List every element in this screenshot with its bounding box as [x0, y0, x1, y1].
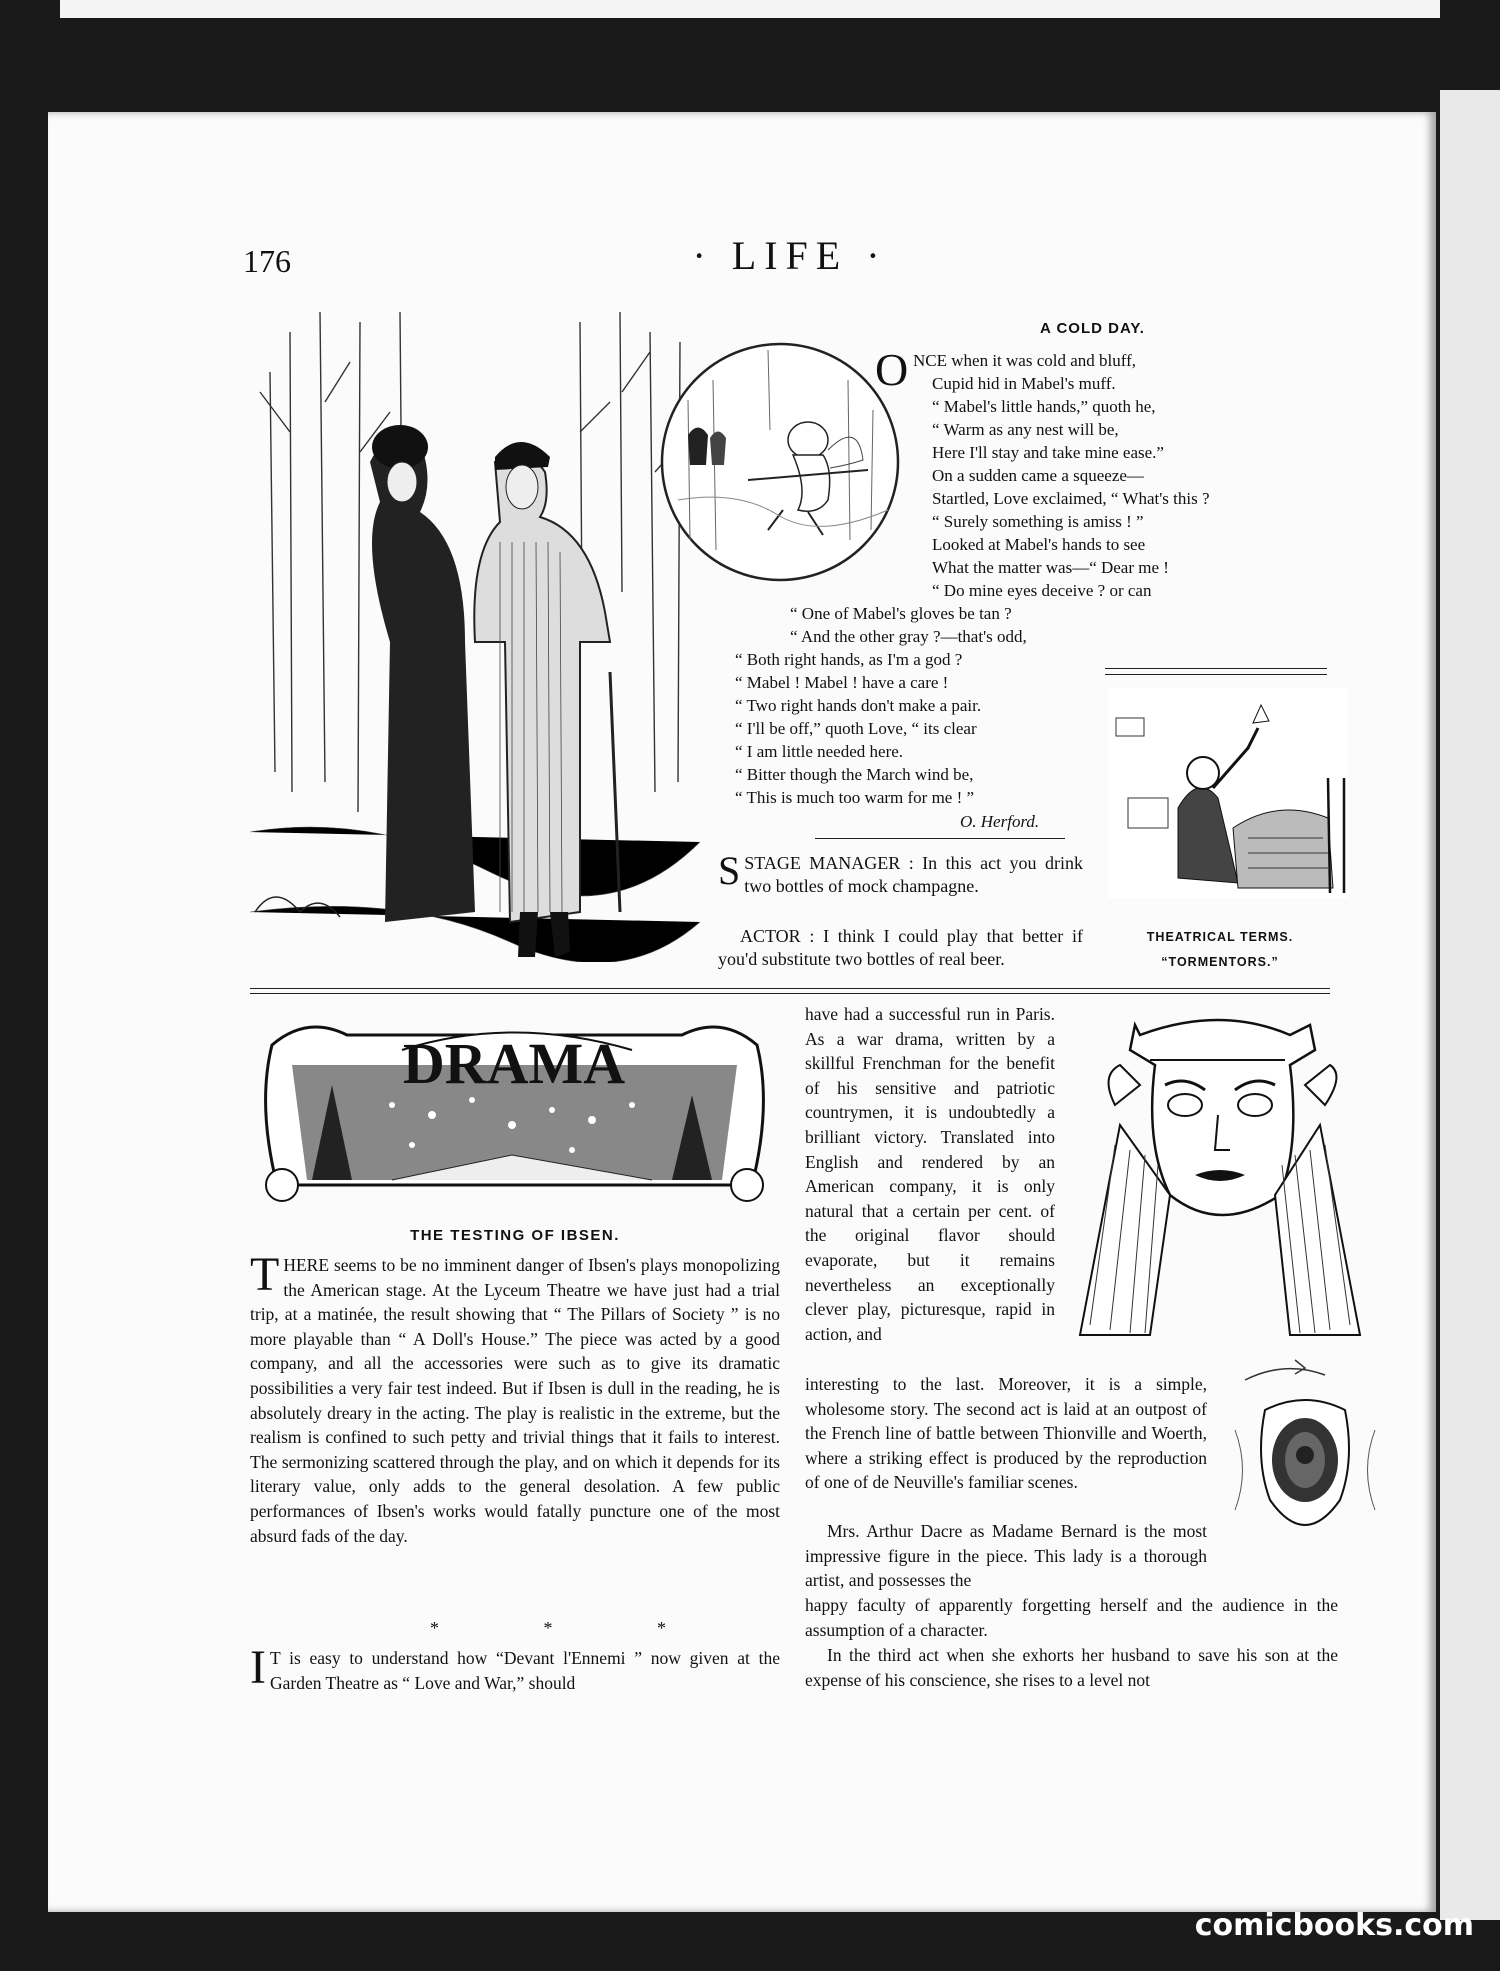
drop-cap-t: T: [250, 1248, 280, 1301]
poem-line: “ Do mine eyes deceive ? or can: [932, 581, 1152, 600]
stage-manager-joke: SSTAGE MANAGER : In this act you drink two bottles of mock champagne.: [718, 848, 1083, 896]
column-2-mid-text: interesting to the last. Moreover, it is a simple, wholesome story. The second act is laid at an outpost of the French line of battle between Thionville and Woerth, where a striking effect is produced by the reproduction of one of de Neuville's familiar scenes.: [805, 1374, 1207, 1493]
poem-divider: [815, 838, 1065, 839]
adjacent-page-edge: [1440, 90, 1500, 1920]
column-2-wide-text: happy faculty of apparently forgetting herself and the audience in the assumption of a character.: [805, 1595, 1338, 1640]
poem-line: “ Both right hands, as I'm a god ?: [735, 650, 963, 669]
section-break-stars: * * *: [430, 1618, 716, 1638]
previous-page-edge: [60, 0, 1440, 18]
poem-line: “ Surely something is amiss ! ”: [932, 512, 1144, 531]
page-number: 176: [243, 243, 291, 279]
poem-line: “ This is much too warm for me ! ”: [735, 788, 975, 807]
article-paragraph-1: THERE seems to be no imminent danger of Ibsen's plays monopolizing the American stage. At the Lyceum Theatre we have just had a trial trip, at a matinée, the result showing that “ The Pillars of Society ” is no more playable than “ A Doll's House.” The piece was acted by a good company, and all the accessories were such as to give its dramatic possibilities a very fair test indeed. But if Ibsen is dull in the reading, he is absolutely dreary in the acting. The play is realistic in the extreme, but the realism is confined to such petty and trivial things that it fails to interest. The sermonizing scattered through the play, and on which it depends for its literary value, only adds to the general desolation. A few public performances of Ibsen's works would fatally puncture one of the most absurd fads of the day.: [250, 1248, 780, 1546]
poem-line: “ Mabel's little hands,” quoth he,: [932, 397, 1156, 416]
section-divider-2: [250, 993, 1330, 994]
poem-line: On a sudden came a squeeze—: [932, 466, 1144, 485]
poem-line: “ Bitter though the March wind be,: [735, 765, 974, 784]
drama-banner-illustration: [252, 1005, 777, 1215]
poem-line: Cupid hid in Mabel's muff.: [932, 374, 1116, 393]
poem-line: What the matter was—“ Dear me !: [932, 558, 1169, 577]
medallion-illustration: [1225, 1350, 1385, 1560]
poem-line: “ Two right hands don't make a pair.: [735, 696, 982, 715]
poem-author: O. Herford.: [960, 812, 1040, 831]
column-2-narrow-text: have had a successful run in Paris. As a war drama, written by a skillful Frenchman for the benefit of his sensitive and patriotic countrymen, it is undoubtedly a brilliant victory. Translated into English and rendered by an American company, it is only natural that a certain per cent. of the original flavor should evaporate, but it remains nevertheless an exceptionally clever play, picturesque, rapid in action, and: [805, 1004, 1055, 1344]
cartoon-caption-subtitle: “TORMENTORS.”: [1161, 955, 1279, 969]
column-2-last-text: In the third act when she exhorts her husband to save his son at the expense of his conscience, she rises to a level not: [805, 1645, 1338, 1690]
poem-line: “ I'll be off,” quoth Love, “ its clear: [735, 719, 977, 738]
actor-joke: ACTOR : I think I could play that better if you'd substitute two bottles of real beer.: [718, 926, 1083, 969]
cupid-vignette-illustration: [658, 340, 903, 585]
tragedy-mask-illustration: [1060, 1005, 1390, 1355]
article-title: THE TESTING OF IBSEN.: [410, 1227, 620, 1244]
cartoon-top-rule-2: [1105, 674, 1327, 675]
tormentors-cartoon: [1108, 688, 1348, 898]
poem-line: “ Warm as any nest will be,: [932, 420, 1119, 439]
lady-figure: [370, 435, 475, 922]
cartoon-top-rule: [1105, 668, 1327, 669]
poem-line: “ Mabel ! Mabel ! have a care !: [735, 673, 949, 692]
poem-line: Here I'll stay and take mine ease.”: [932, 443, 1164, 462]
poem-line: “ And the other gray ?—that's odd,: [790, 627, 1027, 646]
poem-line: “ I am little needed here.: [735, 742, 904, 761]
poem-line: Looked at Mabel's hands to see: [932, 535, 1146, 554]
masthead: · LIFE ·: [692, 233, 888, 278]
cartoon-caption-title: THEATRICAL TERMS.: [1146, 930, 1294, 944]
poem-title: A COLD DAY.: [1040, 320, 1145, 337]
poem-line: O NCE when it was cold and bluff,: [875, 344, 1137, 395]
poem-line: Startled, Love exclaimed, “ What's this ?: [932, 489, 1210, 508]
section-divider: [250, 988, 1330, 989]
couple-in-winter-woods-illustration: [250, 312, 700, 962]
poem-line: “ One of Mabel's gloves be tan ?: [790, 604, 1012, 623]
article-paragraph-2: I T is easy to understand how “Devant l'Ennemi ” now given at the Garden Theatre as “ Love and War,” should: [250, 1641, 780, 1694]
drama-banner-title: DRAMA: [402, 1031, 626, 1096]
drop-cap-i: I: [250, 1641, 266, 1694]
watermark: comicbooks.com: [1194, 1908, 1474, 1943]
drop-cap-o: O: [875, 344, 909, 395]
column-2-mid-text-2: Mrs. Arthur Dacre as Madame Bernard is the most impressive figure in the piece. This lady is a thorough artist, and possesses the: [805, 1521, 1207, 1591]
drop-cap-s: S: [718, 848, 741, 893]
